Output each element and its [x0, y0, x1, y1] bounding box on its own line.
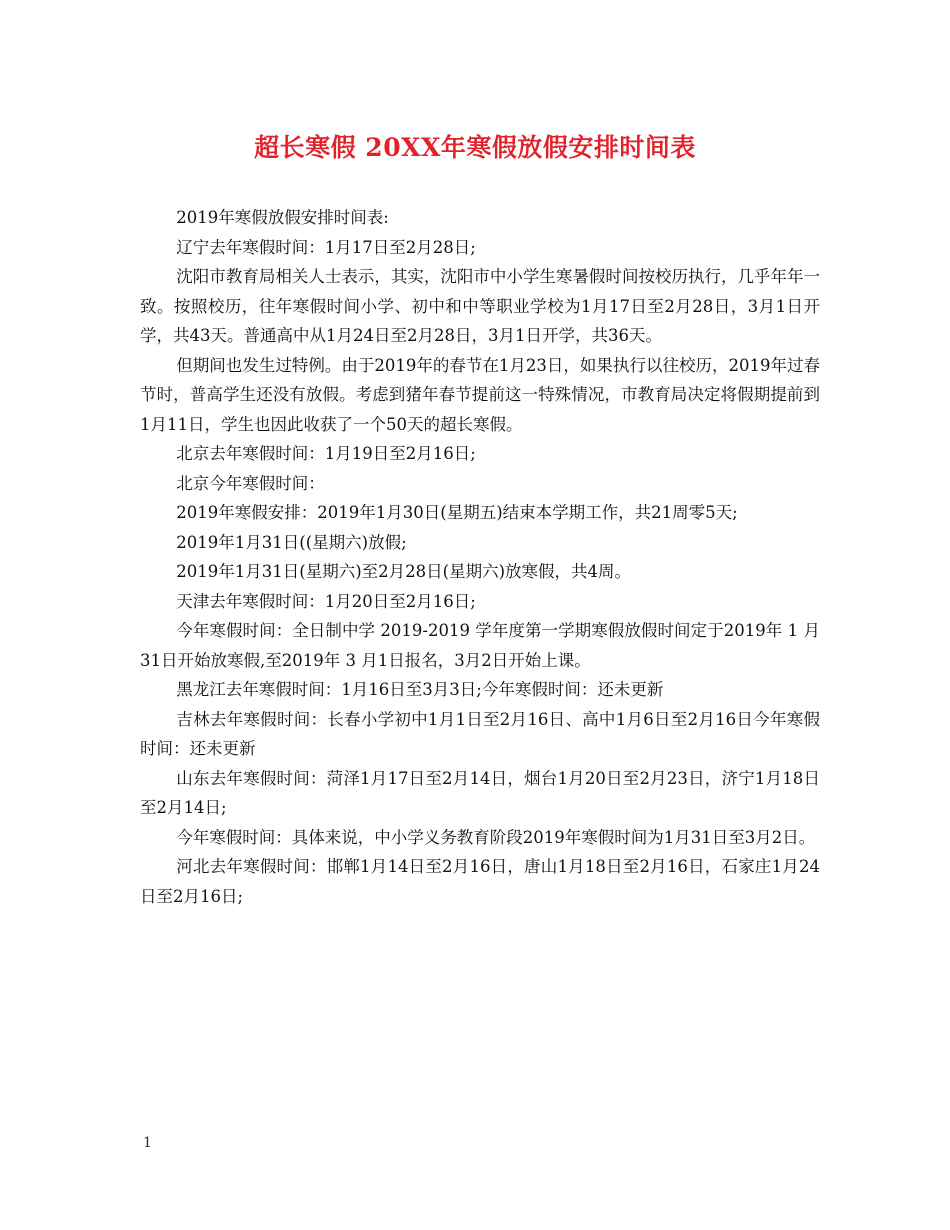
paragraph: 2019年1月31日((星期六)放假;	[176, 532, 407, 552]
paragraph: 北京去年寒假时间：1月19日至2月16日;	[176, 444, 476, 463]
document-body	[140, 203, 820, 911]
paragraph: 黑龙江去年寒假时间：1月16日至3月3日;今年寒假时间：还未更新	[176, 680, 664, 699]
paragraph: 天津去年寒假时间：1月20日至2月16日;	[176, 591, 476, 611]
paragraph: 2019年1月31日(星期六)至2月28日(星期六)放寒假，共4周。	[176, 562, 632, 581]
paragraph: 2019年寒假放假安排时间表:	[176, 208, 389, 227]
paragraph: 沈阳市教育局相关人士表示，其实，沈阳市中小学生寒暑假时间按校历执行，几乎年年一致。按照校历，往年寒假时间小学、初中和中等职业学校为1月17日至2月28日，3月1日开学，共43天。普通高中从1月24日至2月28日，3月1日开学，共36天。	[140, 267, 820, 345]
paragraph: 今年寒假时间：具体来说，中小学义务教育阶段2019年寒假时间为1月31日至3月2日。	[176, 827, 816, 847]
paragraph: 吉林去年寒假时间：长春小学初中1月1日至2月16日、高中1月6日至2月16日今年寒假时间：还未更新	[140, 709, 820, 758]
paragraph: 河北去年寒假时间：邯郸1月14日至2月16日，唐山1月18日至2月16日，石家庄1月24日至2月16日;	[140, 857, 820, 906]
page-number: 1	[143, 1135, 152, 1151]
paragraph: 辽宁去年寒假时间：1月17日至2月28日;	[176, 237, 476, 257]
paragraph: 北京今年寒假时间：	[176, 473, 325, 493]
paragraph: 2019年寒假安排：2019年1月30日(星期五)结束本学期工作，共21周零5天;	[176, 503, 738, 522]
paragraph: 今年寒假时间：全日制中学 2019-2019 学年度第一学期寒假放假时间定于2019年 1 月 31日开始放寒假,至2019年 3 月1日报名，3月2日开始上课。	[140, 621, 820, 670]
paragraph: 山东去年寒假时间：菏泽1月17日至2月14日，烟台1月20日至2月23日，济宁1月18日至2月14日;	[140, 768, 820, 817]
paragraph: 但期间也发生过特例。由于2019年的春节在1月23日，如果执行以往校历，2019年过春节时，普高学生还没有放假。考虑到猪年春节提前这一特殊情况，市教育局决定将假期提前到1月11日，学生也因此收获了一个50天的超长寒假。	[140, 355, 820, 434]
document-title: 超长寒假 20XX年寒假放假安排时间表	[254, 133, 696, 162]
